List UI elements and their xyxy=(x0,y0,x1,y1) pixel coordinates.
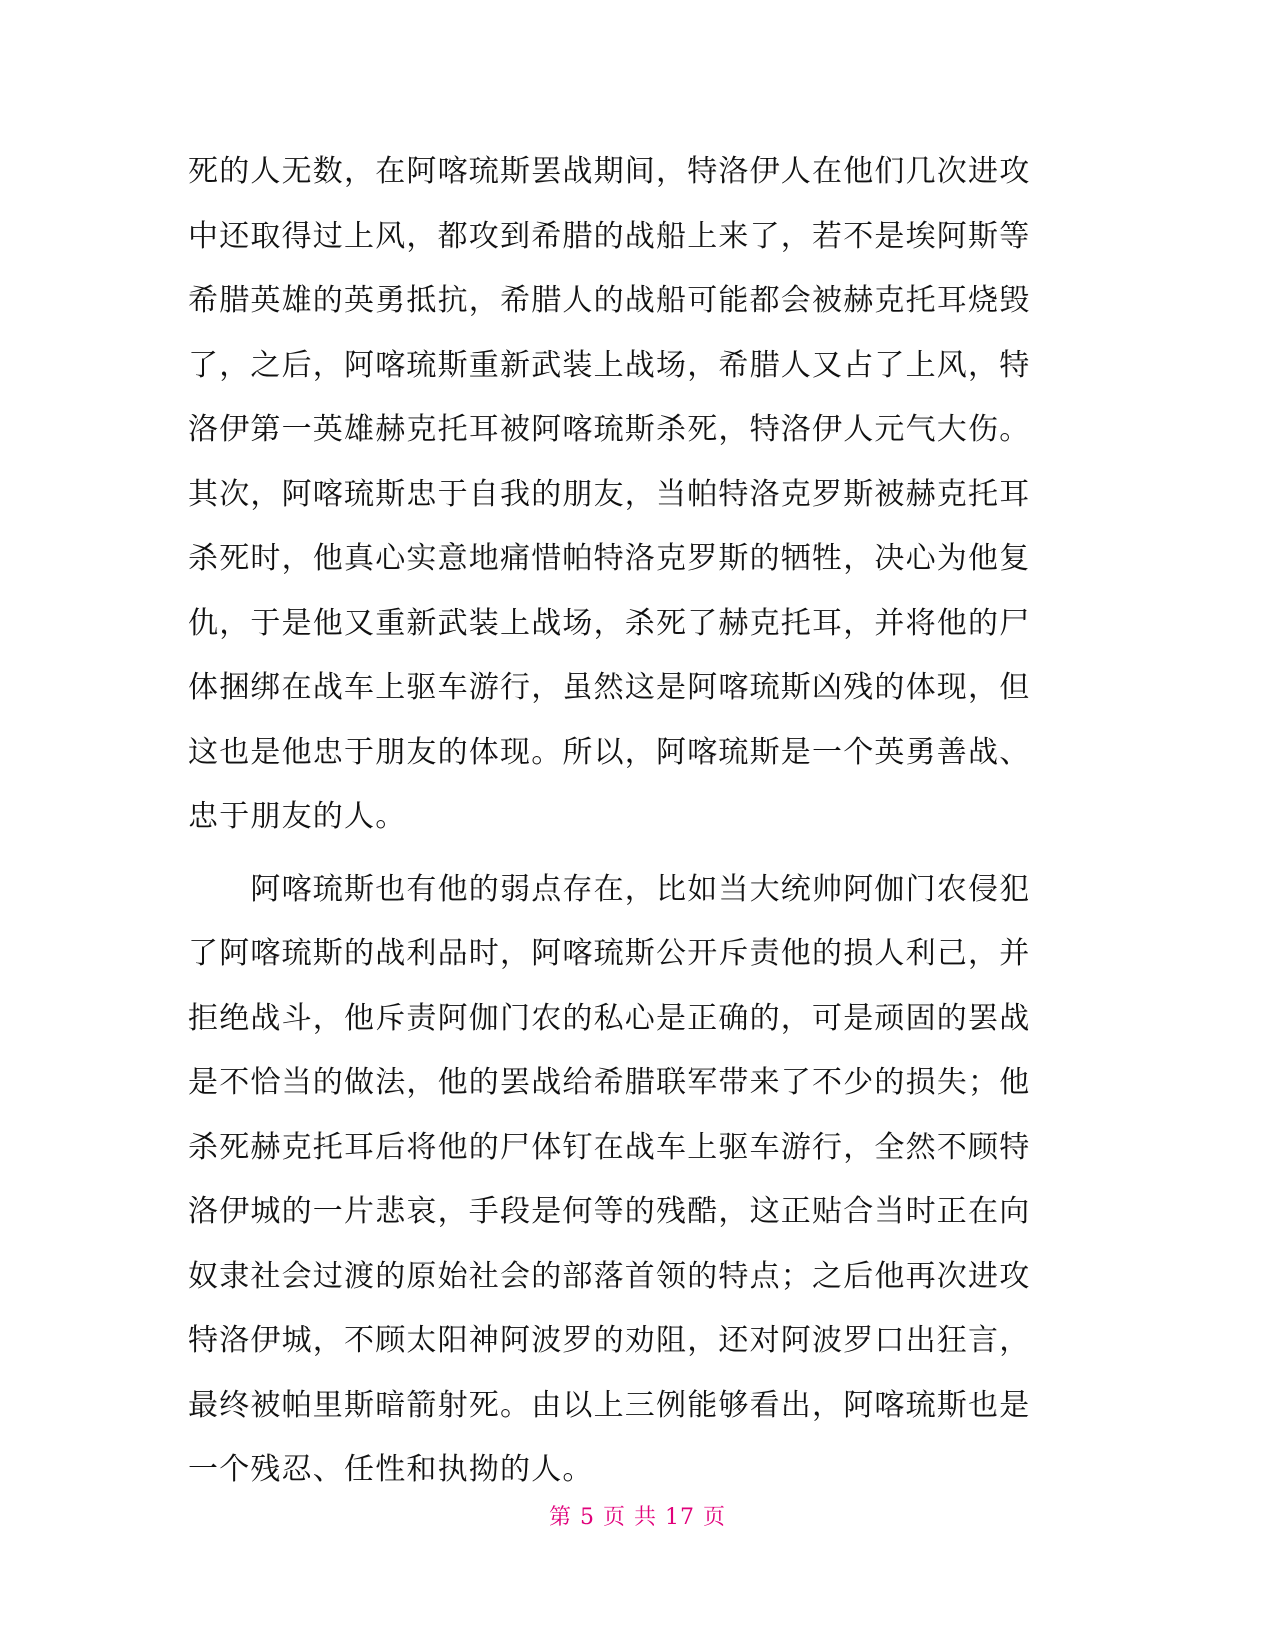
text-line: 希腊英雄的英勇抵抗，希腊人的战船可能都会被赫克托耳烧毁 xyxy=(188,283,1031,318)
text-line: 其次，阿喀琉斯忠于自我的朋友，当帕特洛克罗斯被赫克托耳 xyxy=(188,476,1031,512)
text-line: 拒绝战斗，他斥责阿伽门农的私心是正确的，可是顽固的罢战 xyxy=(188,1000,1031,1036)
text-line: 忠于朋友的人。 xyxy=(188,799,407,834)
text-line: 一个残忍、任性和执拗的人。 xyxy=(188,1452,594,1487)
text-line: 最终被帕里斯暗箭射死。由以上三例能够看出，阿喀琉斯也是 xyxy=(188,1387,1031,1423)
text-line: 体捆绑在战车上驱车游行，虽然这是阿喀琉斯凶残的体现，但 xyxy=(188,670,1031,705)
text-line: 阿喀琉斯也有他的弱点存在，比如当大统帅阿伽门农侵犯 xyxy=(188,871,1031,907)
text-line: 洛伊城的一片悲哀，手段是何等的残酷，这正贴合当时正在向 xyxy=(188,1194,1031,1229)
text-line: 了阿喀琉斯的战利品时，阿喀琉斯公开斥责他的损人利己，并 xyxy=(188,936,1031,971)
page-number-footer: 第 5 页 共 17 页 xyxy=(549,1505,726,1530)
paragraph-2 xyxy=(188,858,1083,1503)
text-line: 中还取得过上风，都攻到希腊的战船上来了，若不是埃阿斯等 xyxy=(188,218,1031,254)
text-line: 杀死赫克托耳后将他的尸体钉在战车上驱车游行，全然不顾特 xyxy=(188,1129,1031,1165)
text-line: 杀死时，他真心实意地痛惜帕特洛克罗斯的牺牲，决心为他复 xyxy=(188,541,1031,576)
paragraph-gap xyxy=(188,850,1083,858)
text-line: 是不恰当的做法，他的罢战给希腊联军带来了不少的损失；他 xyxy=(188,1065,1031,1100)
paragraph-1 xyxy=(188,140,1083,850)
text-line: 这也是他忠于朋友的体现。所以，阿喀琉斯是一个英勇善战、 xyxy=(188,734,1031,770)
text-line: 了，之后，阿喀琉斯重新武装上战场，希腊人又占了上风，特 xyxy=(188,347,1031,383)
text-line: 奴隶社会过渡的原始社会的部落首领的特点；之后他再次进攻 xyxy=(188,1258,1031,1294)
body-text xyxy=(188,140,1083,1503)
text-line: 死的人无数，在阿喀琉斯罢战期间，特洛伊人在他们几次进攻 xyxy=(188,154,1031,189)
text-line: 洛伊第一英雄赫克托耳被阿喀琉斯杀死，特洛伊人元气大伤。 xyxy=(188,412,1031,447)
text-line: 特洛伊城，不顾太阳神阿波罗的劝阻，还对阿波罗口出狂言， xyxy=(188,1323,1031,1358)
text-line: 仇，于是他又重新武装上战场，杀死了赫克托耳，并将他的尸 xyxy=(188,605,1031,641)
